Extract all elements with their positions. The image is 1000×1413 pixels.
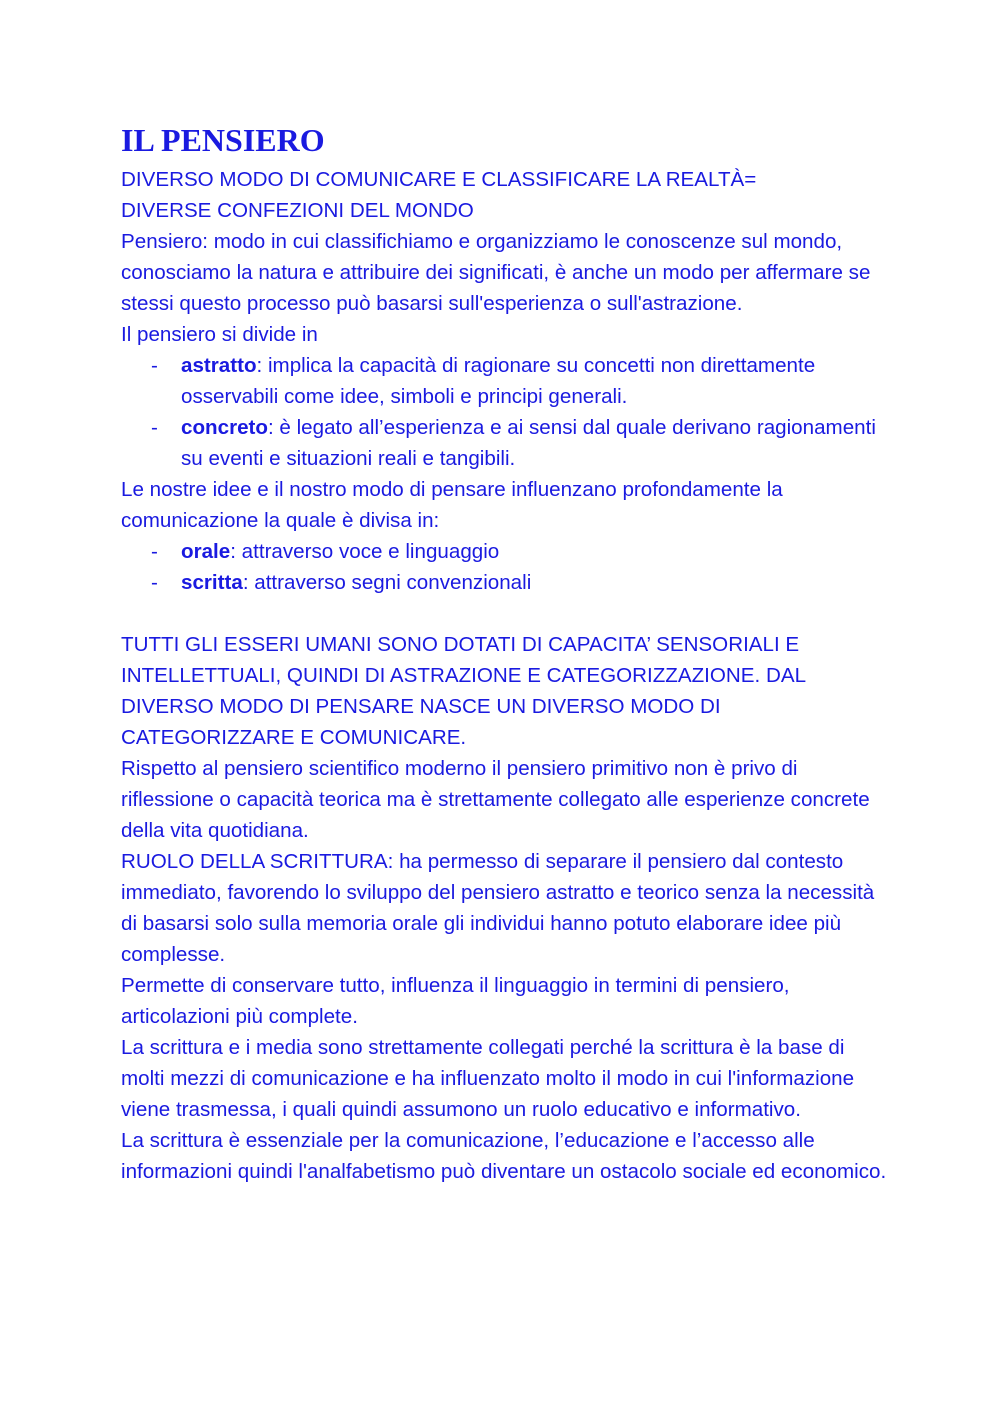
bullet-dash: - bbox=[151, 540, 158, 563]
paragraph-caps: TUTTI GLI ESSERI UMANI SONO DOTATI DI CAPACITA’ SENSORIALI E INTELLETTUALI, QUINDI DI ASTRAZIONE E CATEGORIZZAZIONE. DAL DIVERSO MODO DI PENSARE NASCE UN DIVERSO MODO DI CATEGORIZZARE E COMUNICARE. bbox=[121, 633, 806, 749]
bullet-dash: - bbox=[151, 571, 158, 594]
list-item bbox=[121, 350, 891, 412]
heading-line-1: DIVERSO MODO DI COMUNICARE E CLASSIFICARE LA REALTÀ= bbox=[121, 168, 757, 191]
heading-line-2: DIVERSE CONFEZIONI DEL MONDO bbox=[121, 199, 474, 222]
list-pensiero bbox=[121, 350, 891, 474]
paragraph-conservare: Permette di conservare tutto, influenza il linguaggio in termini di pensiero, articolazioni più complete. bbox=[121, 974, 790, 1028]
list-item bbox=[121, 536, 891, 567]
list-text: : implica la capacità di ragionare su concetti non direttamente osservabili come idee, simboli e principi generali. bbox=[181, 354, 816, 408]
blank-line bbox=[121, 598, 891, 629]
list-item bbox=[121, 412, 891, 474]
paragraph-essenziale: La scrittura è essenziale per la comunicazione, l’educazione e l’accesso alle informazioni quindi l'analfabetismo può diventare un ostacolo sociale ed economico. bbox=[121, 1129, 887, 1183]
paragraph-pensiero: Pensiero: modo in cui classifichiamo e organizziamo le conoscenze sul mondo, conosciamo la natura e attribuire dei significati, è anche un modo per affermare se stessi questo processo può basarsi sull'esperienza o sull'astrazione. bbox=[121, 230, 871, 315]
list-text: : è legato all’esperienza e ai sensi dal quale derivano ragionamenti su eventi e situazioni reali e tangibili. bbox=[181, 416, 876, 470]
paragraph-ruolo-scrittura: RUOLO DELLA SCRITTURA: ha permesso di separare il pensiero dal contesto immediato, favorendo lo sviluppo del pensiero astratto e teorico senza la necessità di basarsi solo sulla memoria orale gli individui hanno potuto elaborare idee più complesse. bbox=[121, 850, 875, 966]
list-comunicazione bbox=[121, 536, 891, 598]
document-page bbox=[121, 118, 891, 1187]
paragraph-primitivo: Rispetto al pensiero scientifico moderno il pensiero primitivo non è privo di riflessione o capacità teorica ma è strettamente collegato alle esperienze concrete della vita quotidiana. bbox=[121, 757, 870, 842]
paragraph-comunicazione: Le nostre idee e il nostro modo di pensare influenzano profondamente la comunicazione la quale è divisa in: bbox=[121, 478, 783, 532]
document-title: IL PENSIERO bbox=[121, 122, 325, 158]
bullet-dash: - bbox=[151, 354, 158, 377]
list-item bbox=[121, 567, 891, 598]
bullet-dash: - bbox=[151, 416, 158, 439]
list-text: : attraverso voce e linguaggio bbox=[230, 540, 500, 563]
list-text: : attraverso segni convenzionali bbox=[242, 571, 532, 594]
paragraph-divide: Il pensiero si divide in bbox=[121, 323, 318, 346]
list-term: scritta bbox=[181, 571, 243, 594]
list-term: concreto bbox=[181, 416, 268, 439]
paragraph-media: La scrittura e i media sono strettamente collegati perché la scrittura è la base di molti mezzi di comunicazione e ha influenzato molto il modo in cui l'informazione viene trasmessa, i quali quindi assumono un ruolo educativo e informativo. bbox=[121, 1036, 855, 1121]
list-term: astratto bbox=[181, 354, 257, 377]
list-term: orale bbox=[181, 540, 231, 563]
